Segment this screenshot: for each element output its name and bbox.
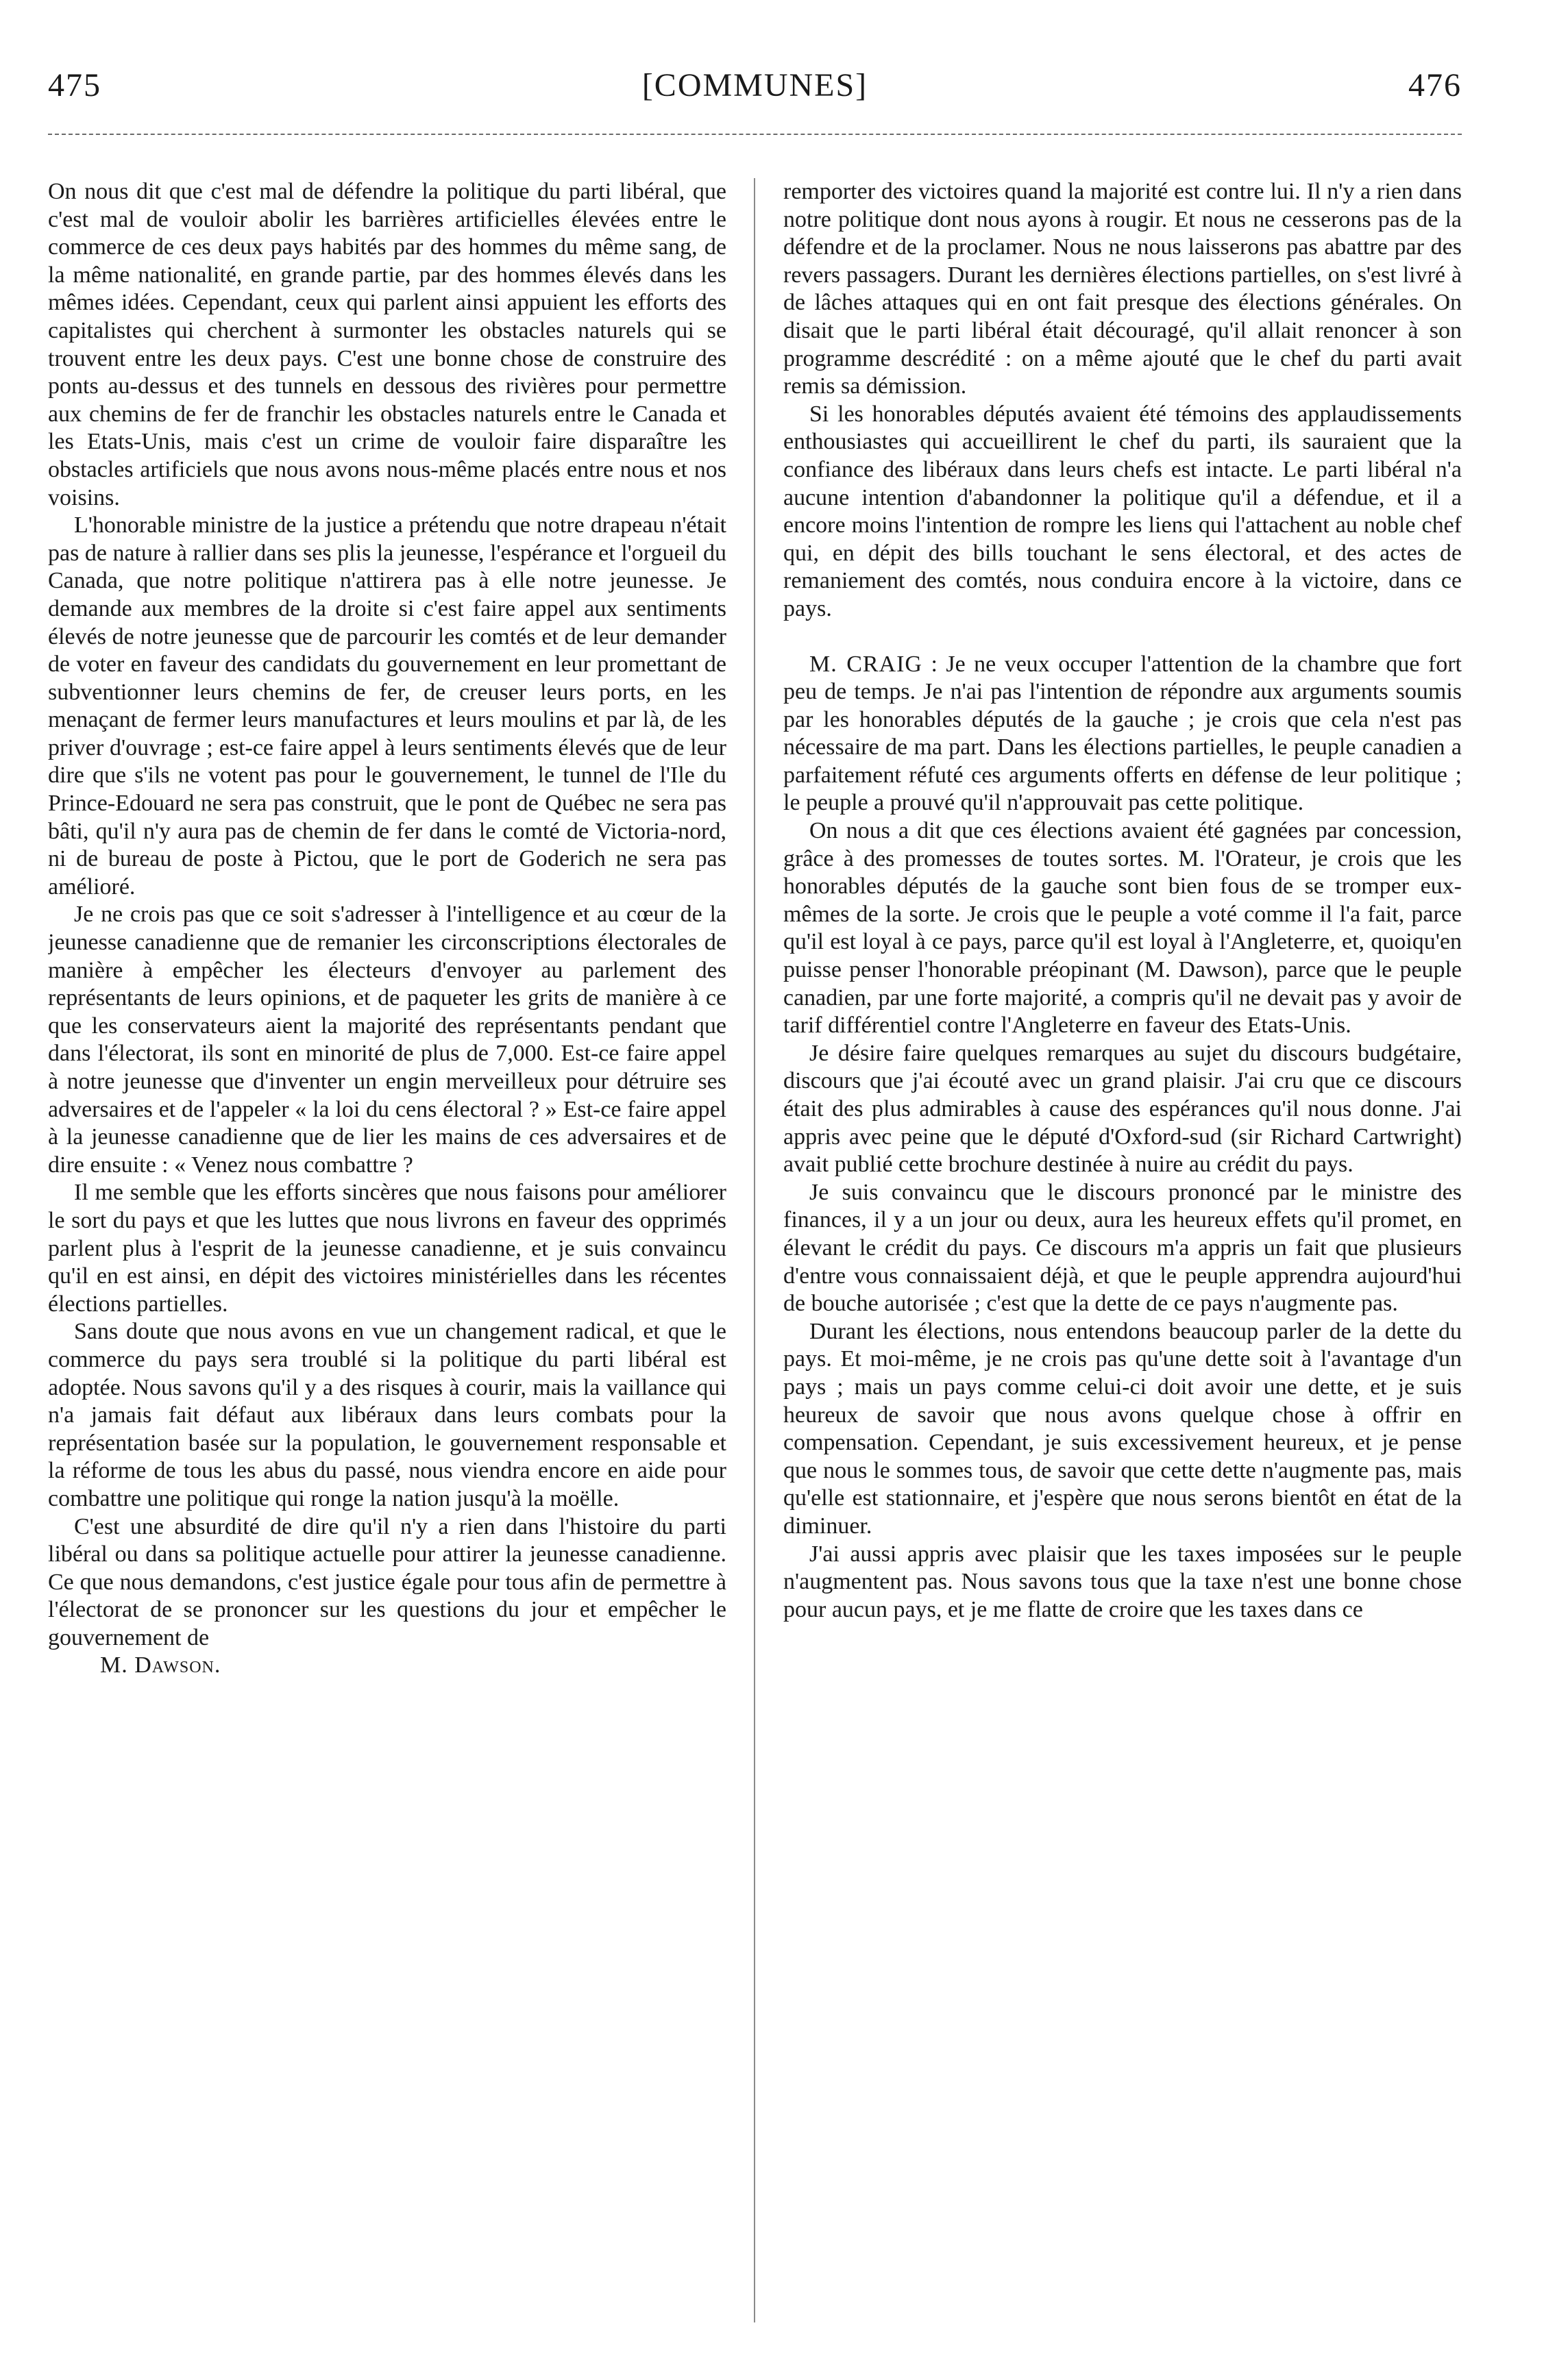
header-rule [48,134,1462,135]
speaker-name: M. CRAIG [809,651,922,677]
paragraph: Je suis convaincu que le discours prononcé par le ministre des finances, il y a un jour ou deux, aura les heureux effets qu'il promet, en élevant le crédit du pays. Ce discours m'a appris un fait que plusieurs d'entre vous connaissaient déjà, et que le peuple apprendra aujourd'hui de bouche autorisée ; c'est que la dette de ce pays n'augmente pas. [783,1179,1462,1317]
page [48,62,1462,2343]
page-header [48,62,1462,110]
right-column [783,178,1462,2336]
paragraph: J'ai aussi appris avec plaisir que les taxes imposées sur le peuple n'augmentent pas. Nous savons tous que la taxe n'est une bonne chose pour aucun pays, et je me flatte de croire que les taxes dans ce [783,1541,1462,1622]
text-columns [48,178,1462,2336]
running-title: [COMMUNES] [641,67,868,103]
left-column [48,178,726,2336]
speaker-signature: M. Dawson. [100,1652,221,1678]
paragraph: C'est une absurdité de dire qu'il n'y a rien dans l'histoire du parti libéral ou dans sa politique actuelle pour attirer la jeunesse canadienne. Ce que nous demandons, c'est justice égale pour tous afin de permettre à l'électorat de se prononcer sur les questions du jour et empêcher le gouvernement de [48,1513,726,1650]
paragraph: L'honorable ministre de la justice a prétendu que notre drapeau n'était pas de nature à rallier dans ses plis la jeunesse, l'espérance et l'orgueil du Canada, que notre politique n'attirera pas à elle notre jeunesse. Je demande aux membres de la droite si c'est faire appel aux sentiments élevés de notre jeunesse que de parcourir les comtés et de leur demander de voter en faveur des candidats du gouvernement en leur promettant de subventionner leurs chemins de fer, de creuser leurs ports, en les menaçant de fermer leurs manufactures et leurs moulins et par là, de les priver d'ouvrage ; est-ce faire appel à leurs sentiments élevés que de leur dire que s'ils ne votent pas pour le gouvernement, le tunnel de l'Ile du Prince-Edouard ne sera pas construit, que le pont de Québec ne sera pas bâti, qu'il n'y aura pas de chemin de fer dans le comté de Victoria-nord, ni de bureau de poste à Pictou, que le port de Goderich ne sera pas amélioré. [48,512,726,900]
page-number-left: 475 [48,67,101,103]
paragraph: Je désire faire quelques remarques au sujet du discours budgétaire, discours que j'ai écouté avec un grand plaisir. J'ai cru que ce discours était des plus admirables à cause des espérances qu'il nous donne. J'ai appris avec peine que le député d'Oxford-sud (sir Richard Cartwright) avait publié cette brochure destinée à nuire au crédit du pays. [783,1040,1462,1178]
paragraph: Sans doute que nous avons en vue un changement radical, et que le commerce du pays sera troublé si la politique du parti libéral est adoptée. Nous savons qu'il y a des risques à courir, mais la vaillance qui n'a jamais fait défaut aux libéraux dans leurs combats pour la représentation basée sur la population, le gouvernement responsable et la réforme de tous les abus du passé, nous viendra encore en aide pour combattre une politique qui ronge la nation jusqu'à la moëlle. [48,1319,726,1511]
paragraph: Si les honorables députés avaient été témoins des applaudissements enthousiastes qui accueillirent le chef du parti, ils sauraient que la confiance des libéraux dans leurs chefs est intacte. Le parti libéral n'a aucune intention d'abandonner la politique qu'il a défendue, et il a encore moins l'intention de rompre les liens qui l'attachent au noble chef qui, en dépit des bills touchant le sens électoral, et des actes de remaniement des comtés, nous conduira encore à la victoire, dans ce pays. [783,401,1462,621]
paragraph: On nous a dit que ces élections avaient été gagnées par concession, grâce à des promesses de toutes sortes. M. l'Orateur, je crois que les honorables députés de la gauche sont bien fous de se tromper eux-mêmes de la sorte. Je crois que le peuple a voté comme il l'a fait, parce qu'il est loyal à ce pays, parce qu'il est loyal à l'Angleterre, et, quoiqu'en puisse penser l'honorable préopinant (M. Dawson), parce que le peuple canadien, par une forte majorité, a compris qu'il ne devait pas y avoir de tarif différentiel contre l'Angleterre en faveur des Etats-Unis. [783,818,1462,1039]
paragraph: Je ne crois pas que ce soit s'adresser à l'intelligence et au cœur de la jeunesse canadienne que de remanier les circonscriptions électorales de manière à empêcher les électeurs d'envoyer au parlement des représentants de leurs opinions, et de paqueter les grits de manière à ce que les conservateurs aient la majorité des représentants pendant que dans l'électorat, ils sont en minorité de plus de 7,000. Est-ce faire appel à notre jeunesse que d'inventer un engin merveilleux pour détruire ses adversaires et de l'appeler « la loi du cens électoral ? » Est-ce faire appel à la jeunesse canadienne que de lier les mains de ces adversaires et de dire ensuite : « Venez nous combattre ? [48,902,726,1178]
paragraph: Durant les élections, nous entendons beaucoup parler de la dette du pays. Et moi-même, je ne crois pas qu'une dette soit à l'avantage d'un pays ; mais un pays comme celui-ci doit avoir une dette, et je suis heureux de savoir que nous avons quelque chose à offrir en compensation. Cependant, je suis excessivement heureux, et je pense que nous le sommes tous, de savoir que cette dette n'augmente pas, mais qu'elle est stationnaire, et j'espère que nous serons bientôt en état de la diminuer. [783,1318,1462,1539]
column-divider [754,178,755,2322]
page-number-right: 476 [1408,67,1462,103]
paragraph: remporter des victoires quand la majorité est contre lui. Il n'y a rien dans notre politique dont nous ayons à rougir. Et nous ne cesserons pas de la défendre et de la proclamer. Nous ne nous laisserons pas abattre par des revers passagers. Durant les dernières élections partielles, on s'est livré à de lâches attaques qui en ont fait presque des élections générales. On disait que le parti libéral était découragé, qu'il allait renoncer à son programme descrédité : on a même ajouté que le chef du parti avait remis sa démission. [783,179,1462,399]
paragraph: On nous dit que c'est mal de défendre la politique du parti libéral, que c'est mal de vouloir abolir les barrières artificielles élevées entre le commerce de ces deux pays habités par des hommes du même sang, de la même nationalité, en grande partie, par des hommes élevés dans les mêmes idées. Cependant, ceux qui parlent ainsi appuient les efforts des capitalistes qui cherchent à surmonter les obstacles naturels qui se trouvent entre les deux pays. C'est une bonne chose de construire des ponts au-dessus et des tunnels en dessous des rivières pour permettre aux chemins de fer de franchir les obstacles naturels entre le Canada et les Etats-Unis, mais c'est un crime de vouloir faire disparaître les obstacles artificiels que nous avons nous-même placés entre nous et nos voisins. [48,179,726,510]
speech-text: : Je ne veux occuper l'attention de la chambre que fort peu de temps. Je n'ai pas l'intention de répondre aux arguments soumis par les honorables députés de la gauche ; je crois que cela n'est pas nécessaire de ma part. Dans les élections partielles, le peuple canadien a parfaitement réfuté ces arguments offerts en défense de leur politique ; le peuple a prouvé qu'il n'approuvait pas cette politique. [783,651,1462,816]
paragraph: Il me semble que les efforts sincères que nous faisons pour améliorer le sort du pays et que les luttes que nous livrons en faveur des opprimés parlent plus à l'esprit de la jeunesse canadienne, et je suis convaincu qu'il en est ainsi, en dépit des victoires ministérielles dans les récentes élections partielles. [48,1180,726,1317]
speech-paragraph [783,651,1462,818]
